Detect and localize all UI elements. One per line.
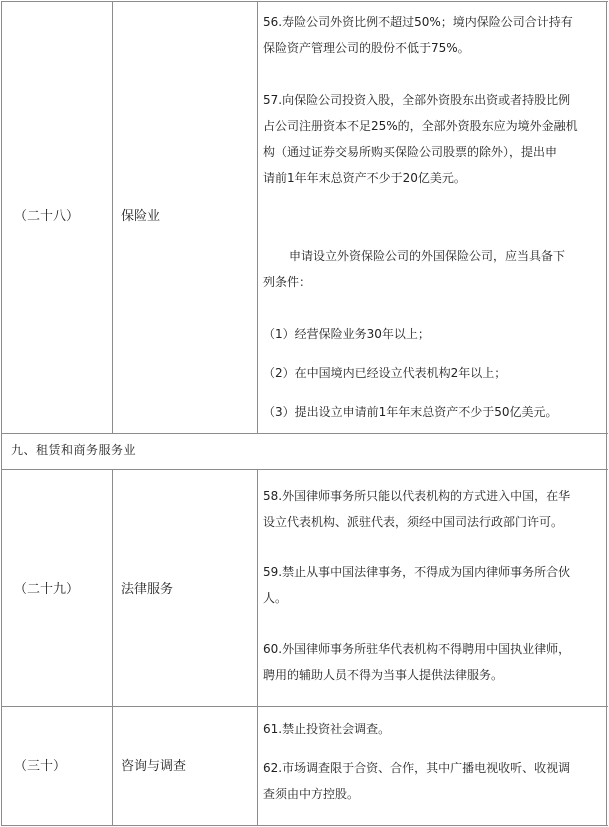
content-line: （1）经营保险业务30年以上； — [263, 327, 430, 341]
content-paragraph — [263, 559, 603, 611]
content-line: （2）在中国境内已经设立代表机构2年以上； — [263, 366, 507, 380]
content-line: 60.外国律师事务所驻华代表机构不得聘用中国执业律师， — [263, 642, 571, 656]
content-line: 请前1年年末总资产不少于20亿美元。 — [263, 171, 466, 185]
content-line: 聘用的辅助人员不得为当事人提供法律服务。 — [263, 668, 504, 682]
column-divider-1 — [112, 469, 113, 826]
content-line: 查须由中方控股。 — [263, 787, 360, 801]
content-line: 59.禁止从事中国法律事务，不得成为国内律师事务所合伙 — [263, 565, 571, 579]
content-line: 列条件： — [263, 275, 312, 289]
content-paragraph — [263, 399, 603, 425]
content-paragraph — [263, 636, 603, 688]
table-border-section-bottom — [1, 469, 608, 470]
content-paragraph — [263, 483, 603, 535]
column-divider-2 — [257, 469, 258, 826]
table-border-row29-bottom — [1, 706, 608, 707]
table-border-top — [1, 1, 608, 2]
content-paragraph — [263, 321, 603, 347]
row-category: 保险业 — [121, 209, 161, 224]
content-line: （3）提出设立申请前1年年末总资产不少于50亿美元。 — [263, 405, 558, 419]
section-header: 九、租赁和商务服务业 — [11, 443, 137, 457]
column-divider-2 — [257, 1, 258, 434]
row-number: （三十） — [14, 759, 67, 774]
row-number: （二十八） — [14, 209, 80, 224]
content-line: 57.向保险公司投资入股，全部外资股东出资或者持股比例 — [263, 93, 571, 107]
content-line: 人。 — [263, 591, 288, 605]
content-paragraph — [263, 716, 603, 742]
row-category: 法律服务 — [121, 582, 174, 597]
content-line: 56.寿险公司外资比例不超过50%；境内保险公司合计持有 — [263, 15, 573, 29]
content-line: 构（通过证券交易所购买保险公司股票的除外），提出申 — [263, 145, 558, 159]
content-line: 58.外国律师事务所只能以代表机构的方式进入中国，在华 — [263, 489, 571, 503]
content-paragraph — [263, 9, 603, 61]
content-paragraph — [263, 243, 603, 295]
row-number: （二十九） — [14, 582, 80, 597]
table-border-left — [1, 1, 2, 826]
content-line: 申请设立外资保险公司的外国保险公司，应当具备下 — [289, 249, 566, 263]
row-category: 咨询与调查 — [121, 759, 187, 774]
content-paragraph — [263, 360, 603, 386]
content-line: 62.市场调查限于合资、合作，其中广播电视收听、收视调 — [263, 761, 571, 775]
table-border-bottom — [1, 825, 608, 826]
table-border-right — [606, 1, 607, 826]
column-divider-1 — [112, 1, 113, 434]
table-border-row28-bottom — [1, 433, 608, 434]
content-line: 设立代表机构、派驻代表，须经中国司法行政部门许可。 — [263, 515, 564, 529]
content-paragraph — [263, 87, 603, 191]
content-line: 占公司注册资本不足25%的，全部外资股东应为境外金融机 — [263, 119, 578, 133]
content-paragraph — [263, 755, 603, 807]
content-line: 保险资产管理公司的股份不低于75%。 — [263, 41, 470, 55]
content-line: 61.禁止投资社会调查。 — [263, 722, 391, 736]
